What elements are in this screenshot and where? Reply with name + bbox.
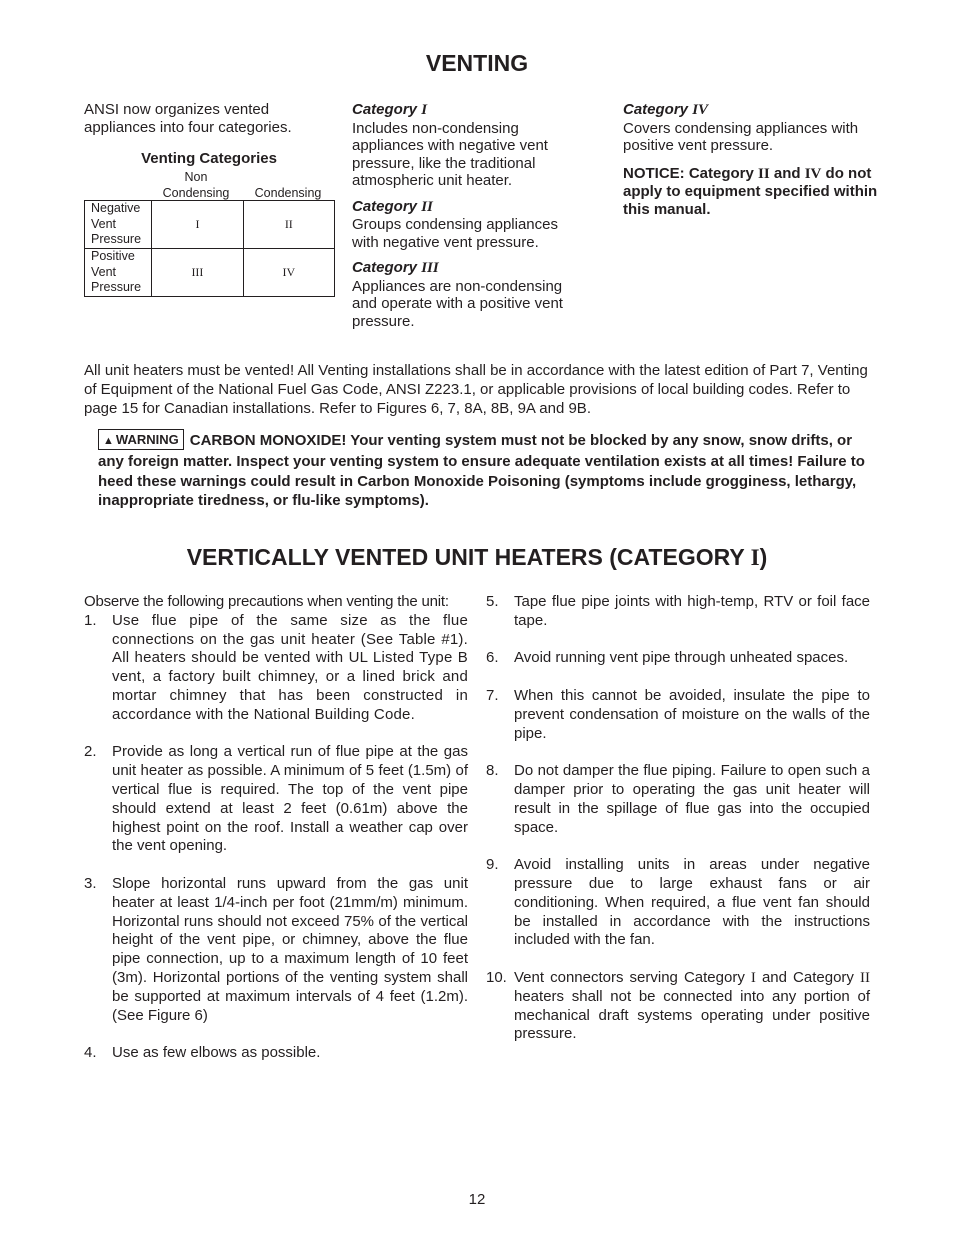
list-item: 2. Provide as long a vertical run of flue pipe at the gas unit heater as possible. A minimum of 5 feet (1.5m) of vertical flue is required. The top of the vent pipe should extend at least 2 feet (0.61m) above the highest point on the roof. Install a weather cap over the vent opening.: [84, 743, 468, 855]
warning-text: CARBON MONOXIDE! Your venting system must not be blocked by any snow, snow drifts, or any foreign matter. Inspect your venting system to ensure adequate ventilation exists at all times! Failure to heed these warnings could result in Carbon Monoxide Poisoning (symptoms include grogginess, lethargy, inappropriate tiredness, or flu-like symptoms).: [98, 432, 865, 509]
cell-category-i: I: [152, 201, 243, 249]
warning-triangle-icon: ▲: [103, 435, 114, 447]
list-item: 3. Slope horizontal runs upward from the gas unit heater at least 1/4-inch per foot (21mm/m) minimum. Horizontal runs should not exceed 75% of the vertical height of the vent pipe, or chimney, above the flue pipe connection, up to a maximum length of 10 feet (3m). Horizontal portions of the venting system shall be supported at maximum intervals of 4 feet (1.2m). (See Figure 6): [84, 874, 468, 1024]
venting-categories-title: Venting Categories: [141, 150, 277, 167]
precautions-intro: Observe the following precautions when venting the unit:: [84, 593, 449, 610]
venting-requirements-paragraph: All unit heaters must be vented! All Venting installations shall be in accordance with the latest edition of Part 7, Venting of Equipment of the National Fuel Gas Code, ANSI Z223.1, or applicable provisions of local building codes. Refer to page 15 for Canadian installations. Refer to Figures 6, 7, 8A, 8B, 9A and 9B.: [84, 362, 868, 417]
list-item: 8. Do not damper the flue piping. Failure to open such a damper prior to operating the gas unit heater will result in the spillage of flue gas into the occupied space.: [486, 762, 870, 836]
category-iii-text: Appliances are non-condensing and operate with a positive vent pressure.: [352, 277, 563, 330]
list-item: 5. Tape flue pipe joints with high-temp, RTV or foil face tape.: [486, 593, 870, 629]
table-column-headers: [84, 170, 336, 200]
category-ii-block: [352, 198, 587, 252]
venting-categories-table: [84, 200, 335, 297]
cell-category-iii: III: [152, 249, 243, 297]
venting-intro-text: ANSI now organizes vented appliances into four categories.: [84, 101, 292, 136]
row-label-negative: Negative Vent Pressure: [85, 201, 152, 249]
categories-i-iii-column: [352, 101, 587, 338]
category-i-heading: Category I: [352, 101, 428, 118]
cell-category-iv: IV: [243, 249, 334, 297]
category-iv-text: Covers condensing appliances with positive vent pressure.: [623, 119, 859, 154]
list-item: 4. Use as few elbows as possible.: [84, 1044, 321, 1062]
header-noncondensing: Non Condensing: [162, 170, 230, 200]
list-item: 1. Use flue pipe of the same size as the flue connections on the gas unit heater (See Table #1). All heaters should be vented with UL Listed Type B vent, a factory built chimney, or a lined brick and mortar chimney that has been constructed in accordance with the National Building Code.: [84, 611, 468, 723]
notice-text: NOTICE: Category II and IV do not apply to equipment specified within this manual.: [623, 164, 878, 218]
venting-intro-column: [84, 101, 324, 136]
list-item: 10. Vent connectors serving Category I and Category II heaters shall not be connected into any portion of mechanical draft systems operating under positive pressure.: [486, 968, 870, 1043]
list-item: 9. Avoid installing units in areas under negative pressure due to large exhaust fans or air conditioning. When required, a flue vent fan should be installed in accordance with the instructions included with the fan.: [486, 856, 870, 949]
cell-category-ii: II: [243, 201, 334, 249]
category-iii-block: [352, 259, 587, 330]
category-iv-heading: Category IV: [623, 101, 709, 118]
page-number: 12: [468, 1191, 486, 1208]
list-item: 7. When this cannot be avoided, insulate the pipe to prevent condensation of moisture on the walls of the pipe.: [486, 686, 870, 742]
category-ii-heading: Category II: [352, 197, 433, 215]
header-condensing: Condensing: [254, 186, 322, 200]
category-iv-column: [623, 101, 878, 218]
venting-categories-table-block: [84, 150, 336, 297]
category-ii-text: Groups condensing appliances with negative vent pressure.: [352, 216, 558, 251]
category-i-text: Includes non-condensing appliances with negative vent pressure, like the traditional atmospheric unit heater.: [352, 119, 548, 189]
carbon-monoxide-warning: [98, 431, 868, 511]
category-iv-block: [623, 101, 878, 155]
section-title-vertically-vented: VERTICALLY VENTED UNIT HEATERS (CATEGORY I): [186, 544, 768, 570]
table-row: [85, 249, 335, 297]
warning-badge: ▲ WARNING: [98, 429, 184, 450]
table-row: [85, 201, 335, 249]
section-title-venting: VENTING: [425, 50, 529, 76]
row-label-positive: Positive Vent Pressure: [85, 249, 152, 297]
category-iii-heading: Category III: [352, 259, 439, 276]
list-item: 6. Avoid running vent pipe through unheated spaces.: [486, 649, 849, 667]
category-i-block: [352, 101, 587, 190]
precautions-left-column: [84, 593, 468, 1082]
precautions-right-column: [486, 593, 870, 1063]
